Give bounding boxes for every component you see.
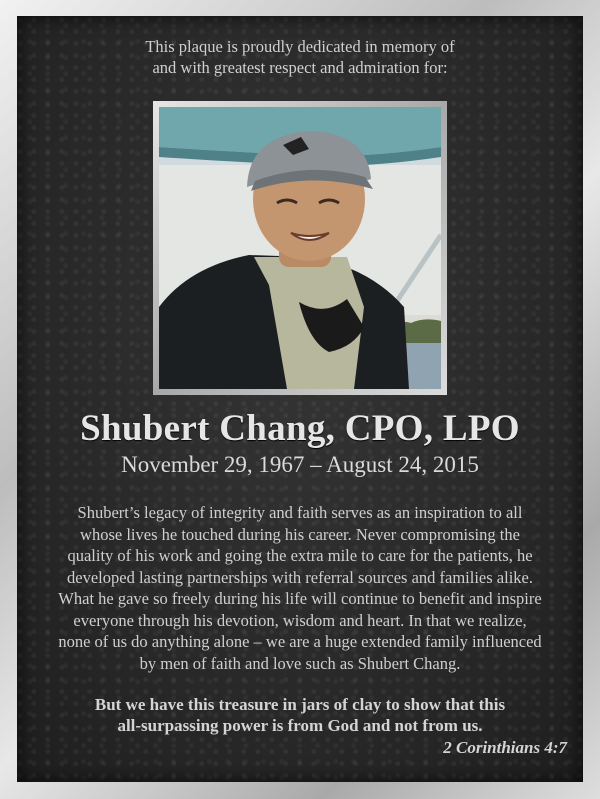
tribute-line: Shubert’s legacy of integrity and faith serves as an inspiration to all [77,503,523,522]
tribute-line: quality of his work and going the extra mile to care for the patients, he [67,546,533,565]
tribute-line: developed lasting partnerships with referral sources and families alike. [67,567,533,587]
portrait-illustration [159,107,441,389]
portrait-photo [159,107,441,389]
scripture-reference: 2 Corinthians 4:7 [443,738,567,757]
verse-line-2: all-surpassing power is from God and not from us. [117,716,483,735]
scripture-verse [26,694,574,736]
photo-frame [153,101,447,395]
tribute-line: What he gave so freely during his life will continue to benefit and inspire [58,589,542,608]
verse-line-1: But we have this treasure in jars of clay to show that this [94,695,506,714]
honoree-dates: November 29, 1967 – August 24, 2015 [121,452,479,477]
tribute-line: everyone through his devotion, wisdom and heart. In that we realize, [73,610,527,630]
tribute-text [26,502,574,674]
dedication-line-2: and with greatest respect and admiration for: [152,58,448,77]
tribute-line: none of us do anything alone – we are a huge extended family influenced [58,632,542,651]
tribute-line: whose lives he touched during his career. Never compromising the [80,524,520,544]
dedication-line-1: This plaque is proudly dedicated in memory of [145,37,455,56]
tribute-line: by men of faith and love such as Shubert Chang. [139,653,461,673]
honoree-name: Shubert Chang, CPO, LPO [80,408,520,449]
dedication-text [0,36,600,78]
